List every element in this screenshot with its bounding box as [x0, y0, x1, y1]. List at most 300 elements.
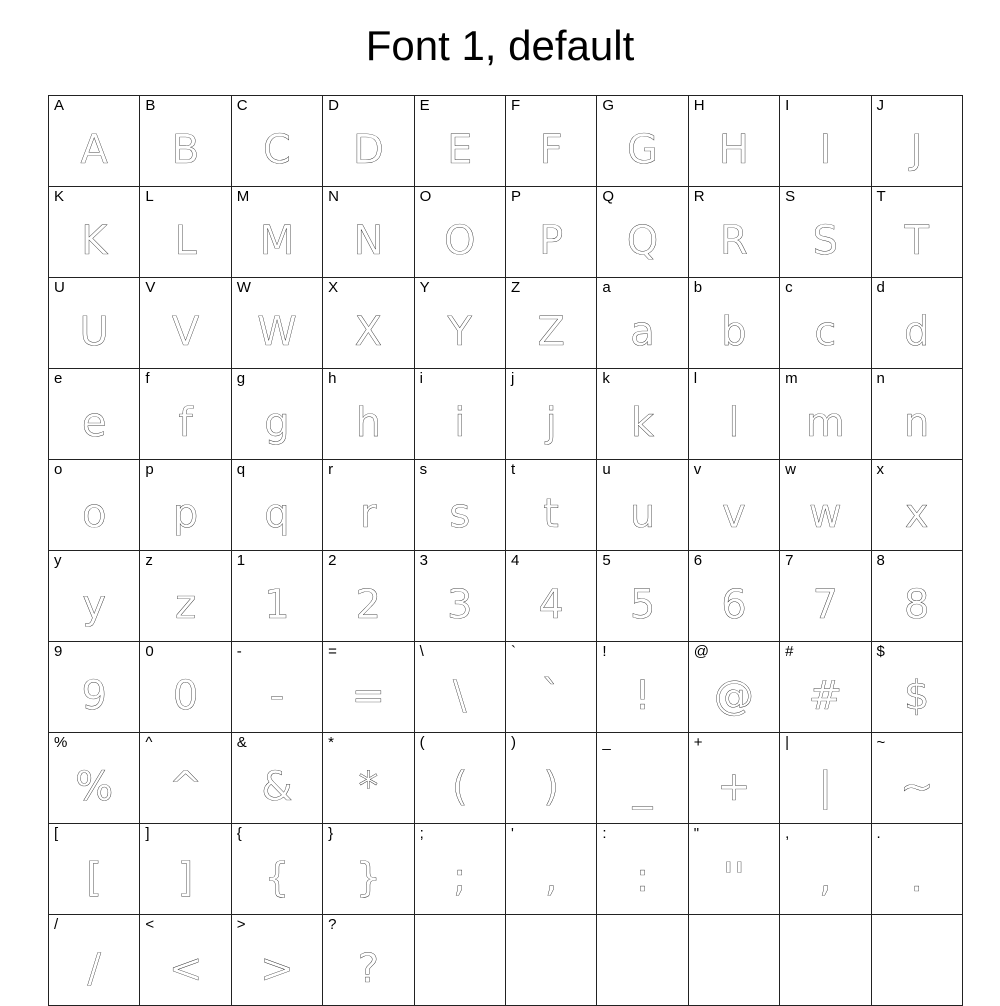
glyph-cell-label: ]	[145, 825, 150, 842]
glyph-cell	[597, 460, 688, 551]
glyph-cell-sample: O	[444, 218, 476, 264]
glyph-cell-sample: ;	[453, 855, 467, 901]
glyph-cell	[505, 824, 596, 915]
glyph-cell-label: N	[328, 188, 340, 205]
glyph-cell	[688, 187, 779, 278]
glyph-cell-sample: *	[358, 764, 379, 810]
glyph-cell-label: *	[328, 734, 335, 751]
glyph-cell-label: 2	[328, 552, 337, 569]
glyph-cell-sample: e	[81, 400, 107, 446]
glyph-cell-label: 9	[54, 643, 63, 660]
glyph-cell-label: ;	[419, 825, 424, 842]
glyph-cell	[323, 460, 414, 551]
glyph-cell-sample: d	[904, 309, 930, 355]
glyph-cell-sample: ]	[177, 855, 194, 901]
glyph-cell-label: w	[785, 461, 796, 478]
glyph-cell	[323, 551, 414, 642]
glyph-cell-sample: ^	[168, 764, 203, 810]
glyph-cell	[505, 96, 596, 187]
glyph-row	[49, 915, 963, 1006]
glyph-cell-sample: 9	[81, 673, 107, 719]
glyph-cell-label: 5	[602, 552, 611, 569]
glyph-cell-sample: f	[178, 400, 193, 446]
glyph-cell-label: I	[785, 97, 790, 114]
glyph-cell	[871, 278, 962, 369]
glyph-cell	[780, 824, 871, 915]
glyph-cell-label: p	[145, 461, 154, 478]
glyph-cell-label: `	[510, 643, 516, 660]
glyph-cell	[49, 278, 140, 369]
glyph-row	[49, 187, 963, 278]
glyph-cell-label: H	[693, 97, 705, 114]
glyph-cell-label: 0	[145, 643, 154, 660]
glyph-cell-sample: >	[260, 946, 294, 992]
glyph-cell-label: C	[236, 97, 248, 114]
glyph-cell-label: i	[419, 370, 423, 387]
glyph-cell	[49, 187, 140, 278]
glyph-cell	[597, 369, 688, 460]
glyph-cell-sample: ?	[357, 946, 379, 992]
glyph-cell-sample: 6	[721, 582, 747, 628]
glyph-cell	[414, 278, 505, 369]
glyph-cell-label: o	[54, 461, 63, 478]
glyph-row	[49, 369, 963, 460]
glyph-cell-label: b	[693, 279, 703, 296]
glyph-cell-label: W	[236, 279, 251, 296]
glyph-cell-sample: ~	[899, 764, 934, 810]
glyph-cell-sample: M	[259, 218, 295, 264]
glyph-cell	[505, 460, 596, 551]
glyph-cell	[871, 642, 962, 733]
glyph-cell	[505, 187, 596, 278]
glyph-cell-sample: <	[168, 946, 203, 992]
glyph-cell-label: E	[419, 97, 430, 114]
glyph-cell-sample: {	[264, 855, 290, 901]
glyph-cell-sample	[780, 935, 870, 1003]
glyph-cell-sample: h	[355, 400, 382, 446]
glyph-cell	[871, 551, 962, 642]
glyph-cell-sample: 8	[903, 582, 930, 628]
glyph-cell-sample: !	[634, 673, 651, 719]
glyph-cell	[140, 460, 231, 551]
glyph-cell	[323, 369, 414, 460]
glyph-cell-sample: 2	[355, 582, 382, 628]
glyph-cell-sample: i	[454, 400, 466, 446]
glyph-cell-sample: a	[630, 309, 655, 355]
glyph-cell-label: x	[876, 461, 885, 478]
glyph-cell-sample	[689, 935, 779, 1003]
glyph-cell-sample: K	[81, 218, 108, 264]
glyph-cell-label: t	[510, 461, 516, 478]
glyph-cell	[688, 369, 779, 460]
glyph-cell-label: Z	[510, 279, 521, 296]
glyph-cell-label: !	[602, 643, 607, 660]
glyph-cell-label: M	[236, 188, 250, 205]
glyph-cell-sample: \	[453, 673, 467, 719]
glyph-cell	[871, 96, 962, 187]
glyph-cell-sample: 5	[629, 582, 656, 628]
glyph-cell-sample: R	[720, 218, 748, 264]
glyph-cell-label: X	[328, 279, 339, 296]
glyph-cell-sample: E	[447, 127, 473, 173]
glyph-cell-label: 4	[510, 552, 520, 569]
glyph-cell-label: h	[328, 370, 337, 387]
glyph-cell-sample: V	[171, 309, 200, 355]
glyph-cell-label: S	[785, 188, 796, 205]
glyph-cell-label: $	[876, 643, 885, 660]
glyph-row	[49, 733, 963, 824]
glyph-cell-sample: s	[449, 491, 471, 537]
glyph-cell	[780, 733, 871, 824]
glyph-cell-sample	[415, 935, 505, 1003]
glyph-cell	[871, 369, 962, 460]
glyph-cell-sample: F	[539, 127, 563, 173]
glyph-cell-sample: W	[257, 309, 297, 355]
glyph-cell-sample: /	[87, 946, 101, 992]
glyph-row	[49, 551, 963, 642]
glyph-cell-label: G	[602, 97, 615, 114]
glyph-cell	[49, 551, 140, 642]
glyph-cell-label: >	[236, 916, 246, 933]
glyph-cell-sample: w	[808, 491, 842, 537]
glyph-cell-label: s	[419, 461, 428, 478]
glyph-cell-label: )	[510, 734, 516, 751]
glyph-cell	[597, 551, 688, 642]
glyph-cell-label: a	[602, 279, 611, 296]
glyph-cell-sample: -	[269, 673, 285, 719]
glyph-cell-sample	[597, 935, 687, 1003]
glyph-grid-container	[48, 95, 952, 1006]
glyph-cell-sample: r	[360, 491, 377, 537]
glyph-row	[49, 824, 963, 915]
glyph-cell-label: F	[510, 97, 521, 114]
glyph-cell-sample: ,	[544, 855, 558, 901]
glyph-cell-sample: v	[722, 491, 746, 537]
glyph-cell-label: K	[54, 188, 65, 205]
glyph-cell-label: P	[510, 188, 521, 205]
glyph-cell-label: }	[328, 825, 334, 842]
glyph-cell-label: J	[876, 97, 885, 114]
glyph-cell	[231, 915, 322, 1006]
glyph-cell	[323, 824, 414, 915]
glyph-cell-sample: _	[632, 764, 653, 810]
glyph-cell	[414, 824, 505, 915]
page-title: Font 1, default	[365, 22, 635, 69]
glyph-cell	[140, 278, 231, 369]
glyph-cell	[414, 733, 505, 824]
glyph-cell-empty	[871, 915, 962, 1006]
glyph-cell-sample: :	[635, 855, 650, 901]
glyph-cell	[231, 369, 322, 460]
glyph-row	[49, 278, 963, 369]
glyph-cell	[597, 733, 688, 824]
glyph-cell-label: B	[145, 97, 156, 114]
glyph-cell-label: L	[145, 188, 154, 205]
glyph-cell-empty	[688, 915, 779, 1006]
glyph-cell-sample: y	[82, 582, 107, 628]
glyph-cell-sample: z	[175, 582, 197, 628]
glyph-grid	[48, 95, 963, 1006]
glyph-cell	[231, 551, 322, 642]
glyph-cell-label: y	[54, 552, 62, 569]
glyph-cell	[871, 733, 962, 824]
glyph-cell-label: /	[54, 916, 59, 933]
glyph-cell	[49, 460, 140, 551]
glyph-cell-sample: c	[814, 309, 837, 355]
glyph-cell-label: D	[328, 97, 340, 114]
glyph-cell-sample: p	[172, 491, 199, 537]
glyph-cell	[231, 824, 322, 915]
glyph-cell	[688, 642, 779, 733]
glyph-cell-sample: H	[718, 127, 749, 173]
glyph-cell-label: k	[602, 370, 610, 387]
glyph-cell-sample: l	[728, 400, 740, 446]
glyph-cell-label: m	[785, 370, 798, 387]
glyph-cell-sample: U	[79, 309, 109, 355]
glyph-cell-sample: .	[910, 855, 924, 901]
glyph-cell-label: 6	[693, 552, 703, 569]
glyph-cell	[140, 369, 231, 460]
glyph-cell-label: &	[236, 734, 247, 751]
glyph-cell	[780, 369, 871, 460]
glyph-cell-empty	[780, 915, 871, 1006]
glyph-cell-sample: %	[75, 764, 114, 810]
glyph-cell	[49, 915, 140, 1006]
glyph-cell-label: j	[510, 370, 515, 387]
glyph-cell-label: ~	[876, 734, 886, 751]
glyph-cell-sample: Y	[447, 309, 472, 355]
glyph-cell-label: '	[510, 825, 514, 842]
glyph-cell-empty	[414, 915, 505, 1006]
glyph-cell	[231, 460, 322, 551]
glyph-cell	[780, 551, 871, 642]
glyph-cell	[140, 824, 231, 915]
glyph-cell	[780, 187, 871, 278]
glyph-cell	[323, 642, 414, 733]
glyph-cell	[780, 642, 871, 733]
glyph-cell	[140, 915, 231, 1006]
glyph-cell-sample: +	[717, 764, 751, 810]
glyph-cell	[780, 278, 871, 369]
glyph-cell-sample: S	[812, 218, 839, 264]
glyph-cell	[231, 278, 322, 369]
glyph-cell	[231, 187, 322, 278]
glyph-cell-label: V	[145, 279, 156, 296]
glyph-row	[49, 642, 963, 733]
glyph-cell-sample: A	[80, 127, 108, 173]
glyph-cell	[688, 460, 779, 551]
glyph-cell-sample: }	[355, 855, 382, 901]
glyph-cell-label: O	[419, 188, 432, 205]
glyph-cell-label: d	[876, 279, 885, 296]
glyph-cell	[231, 642, 322, 733]
glyph-cell	[140, 551, 231, 642]
glyph-cell-sample	[872, 935, 962, 1003]
glyph-cell-sample: (	[451, 764, 468, 810]
glyph-cell	[505, 278, 596, 369]
glyph-cell	[140, 642, 231, 733]
glyph-cell-label: _	[602, 734, 611, 751]
glyph-cell-label: u	[602, 461, 611, 478]
glyph-cell-label: 1	[236, 552, 246, 569]
glyph-cell-label: (	[419, 734, 425, 751]
glyph-cell	[505, 642, 596, 733]
glyph-cell	[688, 551, 779, 642]
glyph-cell-sample	[506, 935, 596, 1003]
glyph-cell	[597, 187, 688, 278]
glyph-cell	[140, 733, 231, 824]
glyph-cell-label: v	[693, 461, 702, 478]
glyph-cell-sample: #	[808, 673, 843, 719]
glyph-cell-label: 7	[785, 552, 794, 569]
glyph-cell-label: R	[693, 188, 705, 205]
glyph-cell-sample: q	[264, 491, 290, 537]
glyph-cell	[323, 96, 414, 187]
glyph-cell-sample: =	[351, 673, 386, 719]
glyph-cell-sample: P	[539, 218, 564, 264]
glyph-cell-sample: X	[354, 309, 383, 355]
glyph-cell-sample: 1	[264, 582, 290, 628]
glyph-cell-sample: D	[352, 127, 384, 173]
glyph-cell	[414, 460, 505, 551]
glyph-cell-label: T	[876, 188, 886, 205]
glyph-cell	[231, 733, 322, 824]
glyph-cell-sample: L	[174, 218, 197, 264]
glyph-cell-label: 3	[419, 552, 428, 569]
glyph-cell-sample: B	[171, 127, 200, 173]
glyph-cell-sample: `	[541, 673, 562, 719]
glyph-cell-label: g	[236, 370, 246, 387]
glyph-cell-label: @	[693, 643, 709, 660]
glyph-cell-label: q	[236, 461, 246, 478]
glyph-cell-sample: g	[264, 400, 290, 446]
glyph-cell	[597, 642, 688, 733]
glyph-row	[49, 460, 963, 551]
glyph-cell-label: n	[876, 370, 885, 387]
glyph-cell-sample: Z	[537, 309, 565, 355]
glyph-cell-label: ,	[785, 825, 790, 842]
glyph-cell	[505, 733, 596, 824]
glyph-cell	[49, 824, 140, 915]
glyph-cell	[414, 642, 505, 733]
glyph-cell	[780, 96, 871, 187]
glyph-cell	[49, 369, 140, 460]
glyph-cell	[414, 187, 505, 278]
glyph-cell-label: z	[145, 552, 153, 569]
glyph-cell-label: e	[54, 370, 63, 387]
glyph-cell-sample: u	[629, 491, 656, 537]
glyph-cell-sample: ''	[722, 855, 745, 901]
glyph-cell	[49, 733, 140, 824]
glyph-cell	[871, 460, 962, 551]
glyph-cell-sample: o	[81, 491, 107, 537]
glyph-cell-label: f	[145, 370, 150, 387]
glyph-cell-label: =	[328, 643, 337, 660]
glyph-cell-sample: k	[630, 400, 655, 446]
glyph-cell-label: ^	[145, 734, 153, 751]
glyph-cell	[231, 96, 322, 187]
glyph-cell	[140, 96, 231, 187]
glyph-cell	[780, 460, 871, 551]
glyph-cell-empty	[505, 915, 596, 1006]
glyph-cell-label: r	[328, 461, 334, 478]
glyph-cell-sample: j	[545, 400, 557, 446]
glyph-cell	[505, 551, 596, 642]
glyph-cell-label: -	[236, 643, 242, 660]
glyph-cell-sample: I	[819, 127, 832, 173]
glyph-cell-sample: n	[904, 400, 930, 446]
glyph-cell-label: %	[54, 734, 68, 751]
glyph-cell	[323, 733, 414, 824]
glyph-cell-sample: x	[904, 491, 929, 537]
glyph-cell-label: U	[54, 279, 65, 296]
glyph-cell	[871, 187, 962, 278]
glyph-cell-label: Y	[419, 279, 430, 296]
glyph-cell-sample: [	[86, 855, 102, 901]
glyph-cell-sample: 7	[812, 582, 839, 628]
glyph-cell-label: .	[876, 825, 881, 842]
glyph-cell-sample: 0	[172, 673, 199, 719]
glyph-cell	[140, 187, 231, 278]
glyph-cell-sample: T	[904, 218, 929, 264]
glyph-row	[49, 96, 963, 187]
glyph-cell	[871, 824, 962, 915]
glyph-cell	[688, 824, 779, 915]
glyph-cell-label: l	[693, 370, 698, 387]
glyph-cell-label: <	[145, 916, 155, 933]
glyph-cell-sample: m	[805, 400, 845, 446]
glyph-cell	[414, 369, 505, 460]
glyph-cell	[49, 96, 140, 187]
glyph-cell	[597, 824, 688, 915]
glyph-cell-label: |	[785, 734, 790, 751]
glyph-cell-sample: $	[903, 673, 930, 719]
glyph-cell-sample: |	[818, 764, 833, 810]
glyph-cell	[688, 96, 779, 187]
glyph-cell-label: {	[236, 825, 242, 842]
glyph-cell	[597, 96, 688, 187]
glyph-cell	[414, 551, 505, 642]
glyph-cell-sample: 4	[538, 582, 564, 628]
glyph-cell-sample: G	[627, 127, 659, 173]
glyph-cell-sample: &	[261, 764, 293, 810]
glyph-cell-label: "	[693, 825, 700, 842]
glyph-cell-label: [	[54, 825, 59, 842]
glyph-cell-label: +	[693, 734, 703, 751]
glyph-cell-sample: C	[263, 127, 291, 173]
glyph-cell	[505, 369, 596, 460]
glyph-cell-label: \	[419, 643, 424, 660]
glyph-cell-label: ?	[328, 916, 337, 933]
glyph-cell	[414, 96, 505, 187]
glyph-cell-sample: t	[543, 491, 559, 537]
glyph-cell	[323, 278, 414, 369]
glyph-cell-label: c	[785, 279, 793, 296]
glyph-cell	[49, 642, 140, 733]
glyph-cell-empty	[597, 915, 688, 1006]
glyph-cell	[323, 915, 414, 1006]
glyph-cell	[688, 733, 779, 824]
glyph-cell-label: Q	[602, 188, 615, 205]
glyph-cell-sample: J	[910, 127, 923, 173]
glyph-cell	[323, 187, 414, 278]
glyph-cell-sample: 3	[447, 582, 473, 628]
glyph-cell-sample: )	[543, 764, 559, 810]
glyph-cell-sample: @	[713, 673, 754, 719]
glyph-cell-label: :	[602, 825, 607, 842]
glyph-cell-label: #	[785, 643, 794, 660]
glyph-cell-label: A	[54, 97, 65, 114]
